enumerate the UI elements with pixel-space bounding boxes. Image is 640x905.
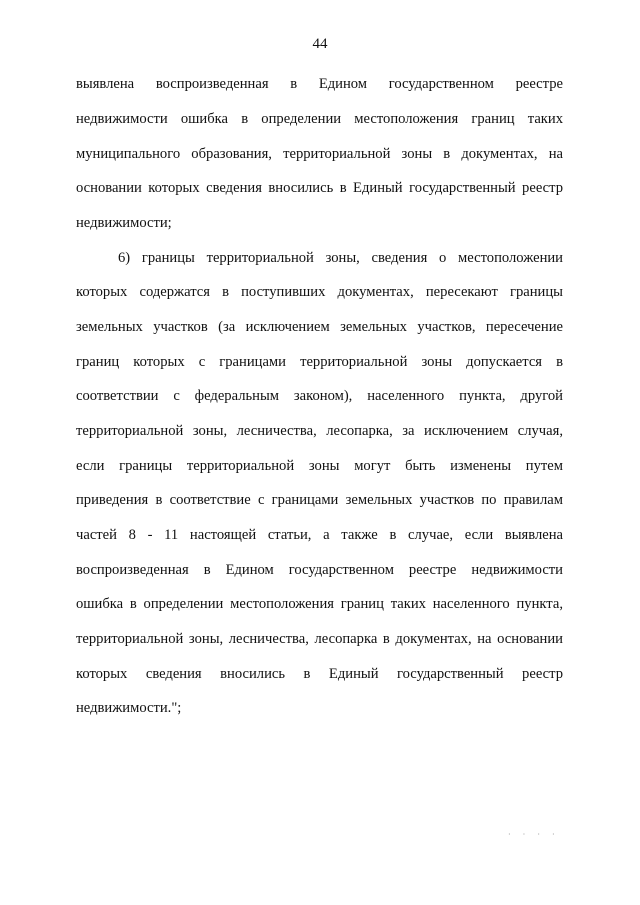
text-line: соответствии с федеральным законом), населенного пункта, другой [76, 388, 563, 404]
text-line: недвижимости ошибка в определении местоположения границ таких [76, 111, 563, 127]
text-line: воспроизведенная в Едином государственном реестре недвижимости [76, 562, 563, 578]
scan-artifact: ···· [508, 830, 567, 839]
text-line: если границы территориальной зоны могут быть изменены путем [76, 458, 563, 474]
text-line: которых содержатся в поступивших документах, пересекают границы [76, 284, 563, 300]
text-line: основании которых сведения вносились в Единый государственный реестр [76, 180, 563, 196]
text-line: границ которых с границами территориальной зоны допускается в [76, 354, 563, 370]
text-line: территориальной зоны, лесничества, лесопарка, за исключением случая, [76, 423, 563, 439]
text-line: территориальной зоны, лесничества, лесопарка в документах, на основании [76, 631, 563, 647]
text-line: недвижимости; [76, 215, 172, 231]
text-line: приведения в соответствие с границами земельных участков по правилам [76, 492, 563, 508]
text-line: ошибка в определении местоположения границ таких населенного пункта, [76, 596, 563, 612]
text-line: частей 8 - 11 настоящей статьи, а также в случае, если выявлена [76, 527, 563, 543]
text-line: земельных участков (за исключением земельных участков, пересечение [76, 319, 563, 335]
text-line: недвижимости."; [76, 700, 182, 716]
text-line: выявлена воспроизведенная в Едином государственном реестре [76, 76, 563, 92]
page-number: 44 [312, 36, 328, 52]
text-line: муниципального образования, территориальной зоны в документах, на [76, 146, 563, 162]
text-line: которых сведения вносились в Единый государственный реестр [76, 666, 563, 682]
text-line: 6) границы территориальной зоны, сведения о местоположении [118, 250, 563, 266]
